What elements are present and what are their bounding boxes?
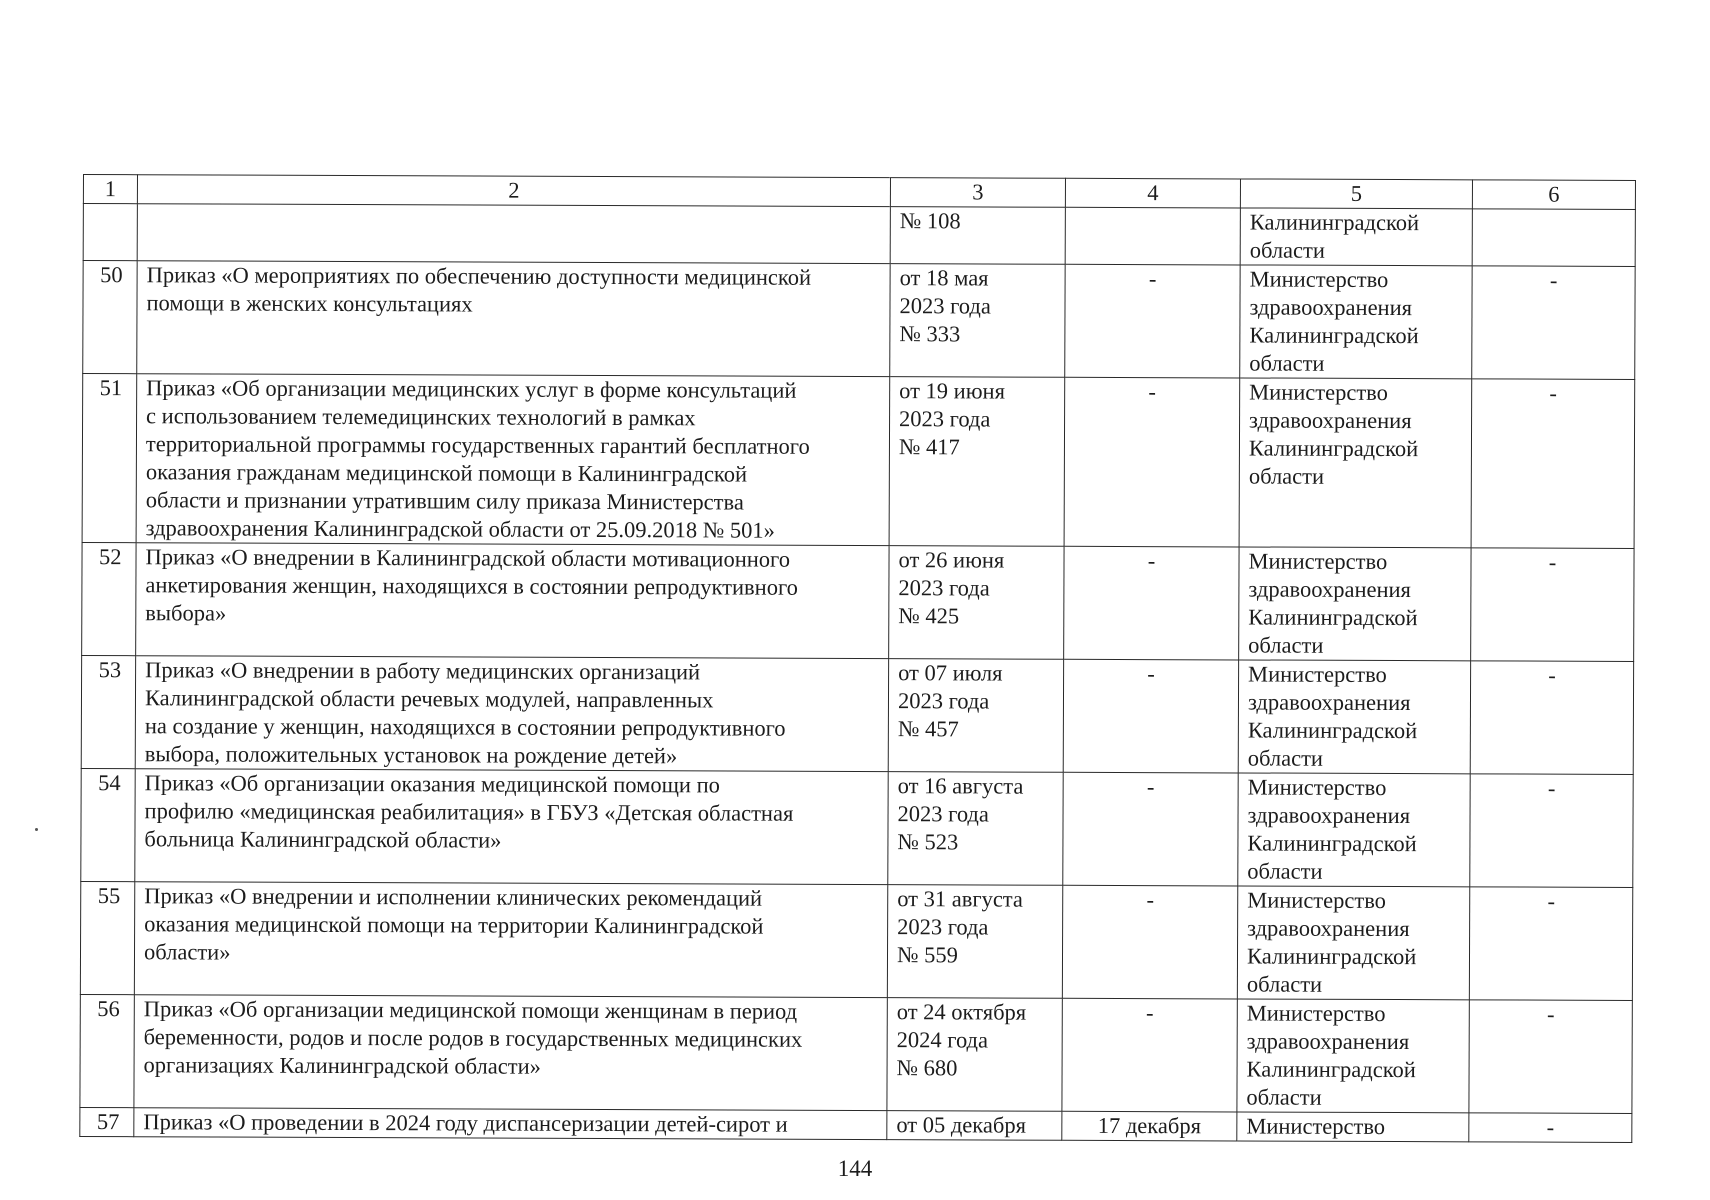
note-cell: [1471, 379, 1635, 549]
row-number-cell: [80, 881, 134, 994]
registration-text: -: [1147, 661, 1155, 687]
registration-text: -: [1148, 266, 1157, 292]
registration-text: -: [1146, 887, 1155, 913]
authority-text: Министерство: [1246, 1113, 1386, 1140]
document-title-cell: [134, 1108, 887, 1140]
note-cell: [1472, 266, 1635, 380]
row-number-text: 54: [98, 770, 121, 796]
document-title-text: Приказ «О проведении в 2024 году диспансеризации детей-сирот и: [143, 1109, 788, 1137]
row-number-text: 53: [98, 657, 122, 683]
note-text: -: [1548, 549, 1557, 575]
document-title-text: Приказ «О внедрении и исполнении клинических рекомендаций оказания медицинской помощи на территории Калининградской области»: [143, 883, 764, 965]
date-number-cell: [890, 207, 1065, 265]
authority-cell: [1240, 265, 1472, 379]
document-table: [79, 174, 1636, 1143]
registration-cell: [1062, 885, 1237, 999]
date-number-text: от 18 мая 2023 года № 333: [899, 265, 991, 347]
date-number-text: от 05 декабря: [896, 1112, 1027, 1138]
document-title-text: Приказ «Об организации медицинской помощи женщинам в период беременности, родов и после родов в государственных медицинских организациях Калининградской области»: [143, 996, 803, 1079]
authority-cell: [1238, 773, 1470, 887]
document-title-text: Приказ «Об организации оказания медицинской помощи по профилю «медицинская реабилитация» в ГБУЗ «Детская областная больница Калининградской области»: [144, 770, 794, 853]
registration-text: -: [1147, 548, 1156, 574]
note-text: -: [1546, 1001, 1555, 1027]
row-number-text: 52: [98, 544, 122, 570]
row-number-text: 50: [100, 262, 123, 288]
registration-text: -: [1145, 1000, 1154, 1026]
authority-cell: [1238, 660, 1470, 774]
table-row: [80, 881, 1632, 1000]
registration-cell: [1062, 998, 1237, 1112]
authority-text: Министерство здравоохранения Калининградской области: [1247, 774, 1417, 884]
authority-text: Министерство здравоохранения Калининградской области: [1248, 548, 1418, 658]
row-number-cell: [81, 768, 135, 881]
registration-cell: [1064, 546, 1239, 660]
document-title-cell: [134, 995, 887, 1111]
authority-cell: [1239, 547, 1471, 661]
document-title-cell: [135, 769, 888, 885]
date-number-text: № 108: [899, 208, 961, 234]
table-row: [80, 1107, 1632, 1142]
date-number-cell: [890, 264, 1065, 378]
authority-text: Министерство здравоохранения Калининградской области: [1247, 661, 1418, 771]
document-title-cell: [135, 656, 888, 772]
header-cell: 1: [83, 175, 137, 204]
note-cell: [1470, 774, 1633, 888]
registration-cell: [1063, 772, 1238, 886]
registration-text: 17 декабря: [1097, 1112, 1201, 1139]
date-number-text: от 16 августа 2023 года № 523: [897, 773, 1024, 855]
date-number-cell: [888, 659, 1063, 773]
date-number-cell: [887, 885, 1062, 999]
note-text: -: [1547, 888, 1556, 914]
note-text: -: [1549, 380, 1557, 406]
note-cell: [1472, 209, 1635, 267]
row-number-cell: [82, 542, 136, 655]
date-number-cell: [887, 1111, 1062, 1141]
note-cell: [1469, 1000, 1632, 1114]
authority-text: Министерство здравоохранения Калининградской области: [1249, 266, 1419, 376]
date-number-cell: [887, 998, 1062, 1112]
header-cell: 5: [1240, 179, 1472, 209]
authority-text: Министерство здравоохранения Калининградской области: [1246, 887, 1417, 997]
scan-speck: [35, 828, 38, 831]
table-row: [82, 374, 1635, 549]
header-cell: 2: [137, 175, 890, 207]
date-number-text: от 24 октября 2024 года № 680: [896, 999, 1027, 1081]
row-number-cell: [80, 1107, 134, 1136]
authority-cell: [1240, 208, 1472, 266]
registration-text: -: [1146, 774, 1155, 800]
note-text: -: [1546, 1114, 1555, 1140]
document-title-text: Приказ «О мероприятиях по обеспечению доступности медицинской помощи в женских консультациях: [146, 262, 812, 317]
document-title-text: Приказ «Об организации медицинских услуг в форме консультаций с использованием телемедицинских технологий в рамках территориальной программы государственных гарантий бесплатного оказания гражданам медицинской помощи в Калининградской области и признании утратившим силу приказа Министерства здравоохранения Калининградской области от 25.09.2018 № 501»: [145, 375, 810, 543]
note-cell: [1470, 661, 1633, 775]
date-number-text: от 19 июня 2023 года № 417: [898, 378, 1006, 460]
row-number-cell: [81, 655, 135, 768]
registration-text: -: [1148, 379, 1156, 405]
authority-cell: [1237, 1112, 1469, 1142]
note-cell: [1471, 548, 1634, 662]
row-number-text: 51: [99, 375, 123, 401]
row-number-cell: [83, 204, 137, 261]
document-title-cell: [134, 882, 887, 998]
registration-cell: [1064, 377, 1240, 547]
row-number-cell: [82, 374, 137, 543]
table-row: [81, 655, 1633, 774]
page-number: 144: [837, 1156, 873, 1181]
authority-cell: [1237, 999, 1469, 1113]
registration-cell: [1062, 1111, 1237, 1141]
table-row: [83, 261, 1635, 380]
table-row-continuation: [83, 204, 1635, 267]
row-number-text: 57: [96, 1109, 120, 1135]
document-title-cell: [137, 261, 890, 377]
document-title-text: Приказ «О внедрении в работу медицинских организаций Калининградской области речевых модулей, направленных на создание у женщин, находящихся в состоянии репродуктивного выбора, положительных установок на рождение детей»: [144, 657, 786, 769]
registration-cell: [1065, 207, 1240, 265]
header-cell: 6: [1472, 180, 1635, 210]
registration-cell: [1063, 659, 1238, 773]
date-number-text: от 31 августа 2023 года № 559: [896, 886, 1023, 968]
note-cell: [1469, 887, 1632, 1001]
row-number-cell: [83, 261, 137, 374]
document-title-text: Приказ «О внедрении в Калининградской области мотивационного анкетирования женщин, находящихся в состоянии репродуктивного выбора»: [145, 544, 798, 626]
header-cell: 4: [1065, 178, 1240, 208]
registration-cell: [1065, 264, 1240, 378]
document-title-cell: [136, 374, 890, 546]
row-number-text: 56: [97, 996, 120, 1022]
note-text: -: [1549, 267, 1558, 293]
row-number-cell: [80, 994, 134, 1107]
authority-cell: [1237, 886, 1469, 1000]
date-number-text: от 07 июля 2023 года № 457: [897, 660, 1003, 742]
document-title-cell: [136, 543, 889, 659]
note-cell: [1469, 1113, 1632, 1143]
date-number-text: от 26 июня 2023 года № 425: [898, 547, 1005, 629]
row-number-text: 55: [97, 883, 121, 909]
date-number-cell: [889, 377, 1065, 547]
header-cell: 3: [890, 178, 1065, 208]
authority-cell: [1239, 378, 1472, 548]
authority-text: Министерство здравоохранения Калининградской области: [1248, 379, 1419, 489]
date-number-cell: [888, 772, 1063, 886]
note-text: -: [1548, 662, 1556, 688]
date-number-cell: [889, 546, 1064, 660]
note-text: -: [1547, 775, 1556, 801]
table-row: [82, 542, 1634, 661]
document-title-cell: [137, 204, 890, 264]
table-row: [80, 994, 1632, 1113]
authority-text: Министерство здравоохранения Калининградской области: [1246, 1000, 1416, 1110]
table-row: [81, 768, 1633, 887]
authority-text: Калининградской области: [1249, 209, 1420, 263]
